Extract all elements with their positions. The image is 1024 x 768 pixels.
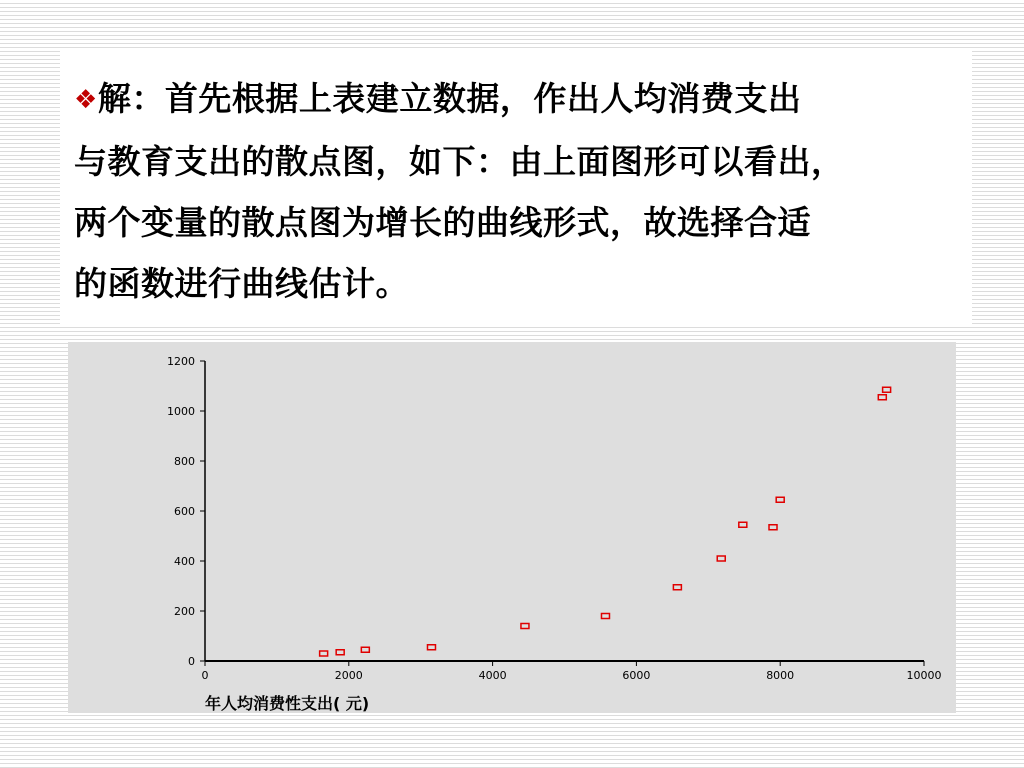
scatter-point [361,647,369,652]
scatter-point [673,585,681,590]
text-line-2: 与教育支出的散点图，如下：由上面图形可以看出， [74,142,845,181]
x-tick-label: 4000 [478,669,507,682]
scatter-point [601,614,609,619]
scatter-point [717,556,725,561]
x-tick-label: 10000 [906,669,942,682]
y-tick-label: 1200 [167,355,195,368]
scatter-point [878,395,886,400]
y-tick-label: 600 [174,505,195,518]
scatter-chart [68,342,956,713]
scatter-point [769,525,777,530]
x-tick-label: 2000 [334,669,363,682]
y-tick-label: 800 [174,455,195,468]
y-axis-ticks [167,355,205,668]
y-tick-label: 1000 [167,405,195,418]
y-tick-label: 400 [174,555,195,568]
scatter-point [776,497,784,502]
x-axis-ticks [202,661,942,682]
scatter-point [320,651,328,656]
y-tick-label: 0 [188,655,195,668]
scatter-point [427,645,435,650]
scatter-chart-panel [68,342,956,713]
scatter-point [883,387,891,392]
data-points [320,387,891,656]
chart-axes [205,361,924,661]
scatter-point [336,650,344,655]
y-tick-label: 200 [174,605,195,618]
text-line-1: 解：首先根据上表建立数据，作出人均消费支出 [97,79,802,118]
explanation-text-box [60,48,972,324]
diamond-bullet-icon: ❖ [74,85,98,115]
text-line-4: 的函数进行曲线估计。 [74,264,409,303]
explanation-paragraph [74,68,972,314]
text-line-3: 两个变量的散点图为增长的曲线形式，故选择合适 [74,203,811,242]
x-tick-label: 8000 [766,669,795,682]
x-tick-label: 6000 [622,669,651,682]
scatter-point [521,624,529,629]
x-axis-title: 年人均消费性支出( 元) [205,694,370,713]
x-tick-label: 0 [201,669,209,682]
scatter-point [739,522,747,527]
